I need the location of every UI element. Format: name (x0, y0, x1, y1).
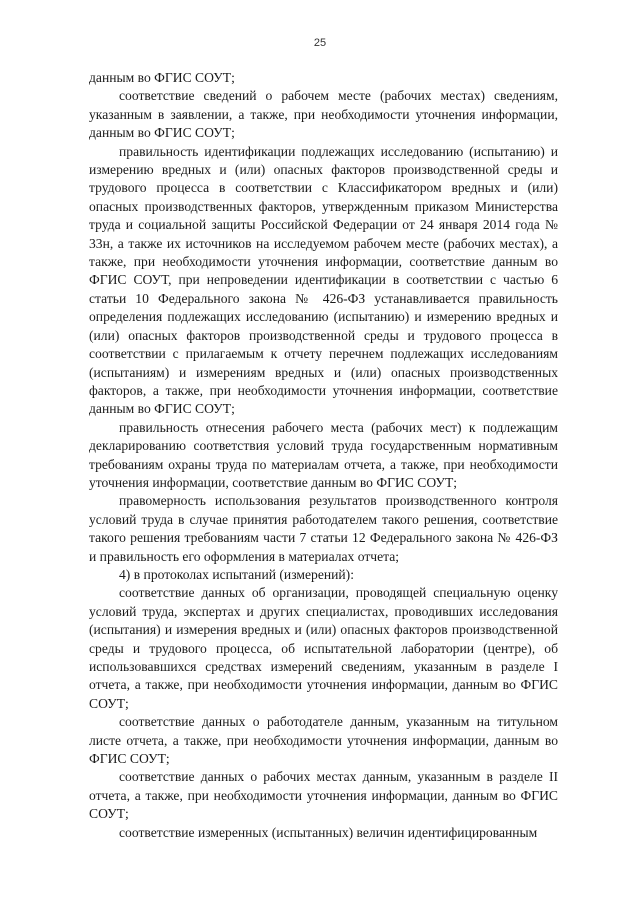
paragraph: данным во ФГИС СОУТ; (89, 70, 235, 85)
paragraph: правильность идентификации подлежащих исследованию (испытанию) и измерению вредных и (или) опасных факторов производственной среды и трудового процесса в соответствии с Классификатором вредных и (или) опасных производственных факторов, утвержденным приказом Министерства труда и социальной защиты Российской Федерации от 24 января 2014 года № 33н, а также их источников на исследуемом рабочем месте (рабочих местах), а также, при необходимости уточнения информации, соответствие данным во ФГИС СОУТ, при непроведении идентификации в соответствии с частью 6 статьи 10 Федерального закона № 426-ФЗ устанавливается правильность определения подлежащих исследованию (испытанию) и измерению вредных и (или) опасных факторов производственной среды и трудового процесса в соответствии с прилагаемым к отчету перечнем подлежащих исследованиям (испытаниям) и измерениям вредных и (или) опасных производственных факторов, а также, при необходимости уточнения информации, соответствие данным во ФГИС СОУТ; (89, 143, 558, 417)
paragraph: соответствие измеренных (испытанных) величин идентифицированным (119, 824, 538, 840)
paragraph: правомерность использования результатов производственного контроля условий труда в случае принятия работодателем такого решения, соответствие такого решения требованиям части 7 статьи 12 Федерального закона № 426-ФЗ и правильность его оформления в материалах отчета; (89, 493, 558, 564)
paragraph: соответствие данных о работодателе данным, указанным на титульном листе отчета, а также, при необходимости уточнения информации, данным во ФГИС СОУТ; (89, 714, 558, 767)
paragraph: соответствие данных об организации, проводящей специальную оценку условий труда, экспертах и других специалистах, проводивших исследования (испытания) и измерения вредных и (или) опасных факторов производственной среды и трудового процесса, об испытательной лаборатории (центре), об использовавшихся средствах измерений сведениям, указанным в разделе I отчета, а также, при необходимости уточнения информации, данным во ФГИС СОУТ; (89, 585, 558, 711)
page-number: 25 (313, 37, 327, 49)
paragraph: соответствие сведений о рабочем месте (рабочих местах) сведениям, указанным в заявлении, а также, при необходимости уточнения информации, данным во ФГИС СОУТ; (89, 88, 558, 141)
document-text-body (89, 69, 558, 842)
paragraph: 4) в протоколах испытаний (измерений): (119, 566, 354, 582)
paragraph: правильность отнесения рабочего места (рабочих мест) к подлежащим декларированию соответствия условий труда государственным нормативным требованиям охраны труда по материалам отчета, а также, при необходимости уточнения информации, соответствие данным во ФГИС СОУТ; (89, 419, 558, 490)
paragraph: соответствие данных о рабочих местах данным, указанным в разделе II отчета, а также, при необходимости уточнения информации, данным во ФГИС СОУТ; (89, 769, 558, 822)
